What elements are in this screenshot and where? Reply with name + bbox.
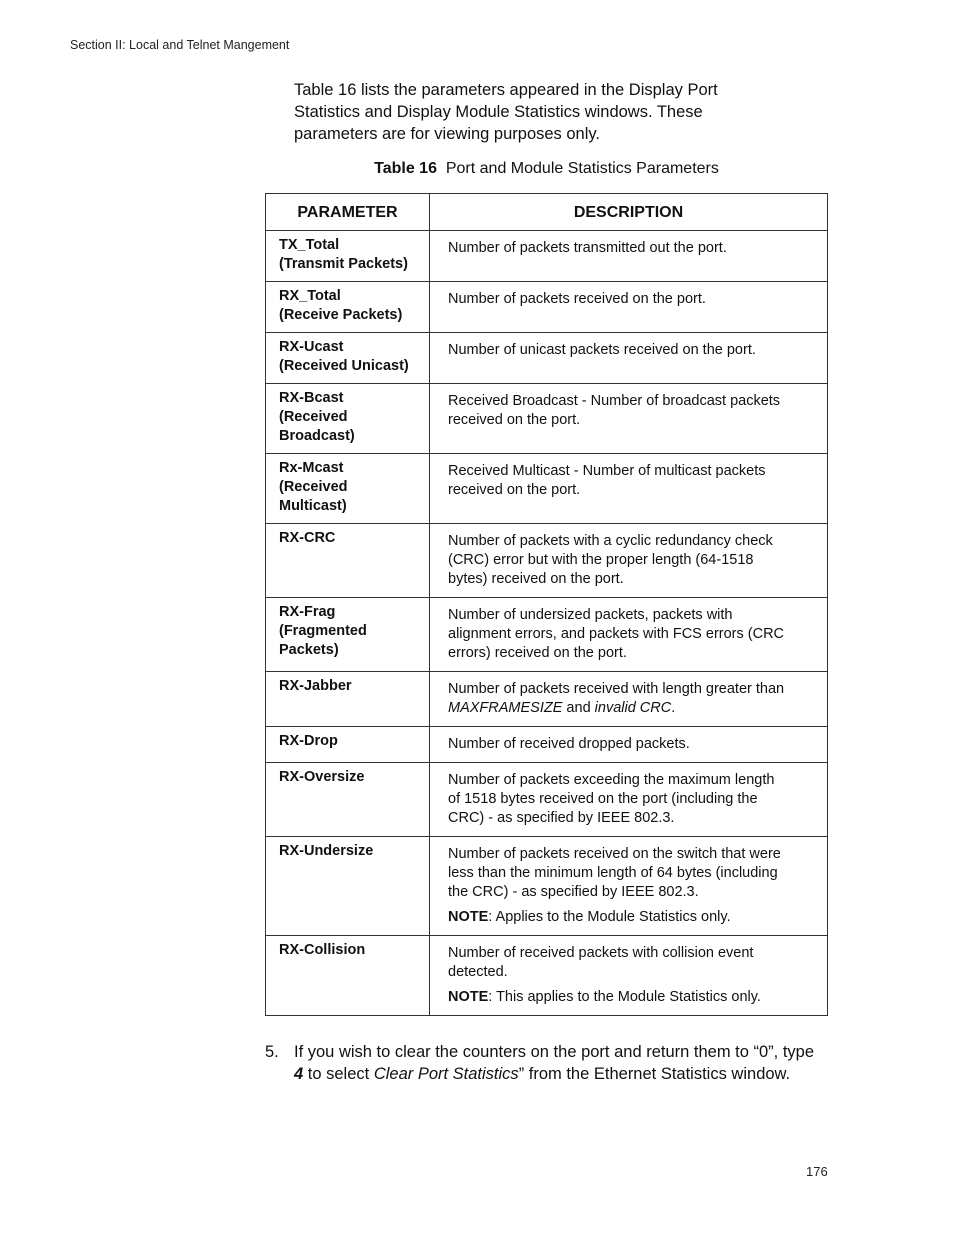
- table-caption: [265, 160, 828, 178]
- step-number: 5.: [265, 1043, 279, 1061]
- param-cell: [266, 727, 430, 763]
- param-cell: [266, 763, 430, 837]
- step-menu-option: Clear Port Statistics: [373, 1065, 519, 1083]
- desc-cell: [430, 598, 828, 672]
- statistics-parameters-table: [265, 193, 828, 1016]
- param-alias: Multicast): [279, 498, 347, 514]
- param-alias: (Received: [279, 479, 348, 495]
- desc-cell: [430, 384, 828, 454]
- param-alias: (Received Unicast): [279, 358, 409, 374]
- desc-line: Number of undersized packets, packets with: [448, 607, 733, 623]
- desc-cell: [430, 727, 828, 763]
- param-name: RX-Frag: [279, 604, 336, 620]
- table-row: [266, 333, 828, 384]
- table-caption-title: Port and Module Statistics Parameters: [445, 160, 719, 177]
- desc-text: .: [671, 700, 676, 716]
- desc-line: Number of packets with a cyclic redundancy check: [448, 533, 773, 549]
- step-text: [294, 1041, 825, 1085]
- desc-line: Number of received dropped packets.: [448, 736, 690, 752]
- param-name: RX-Ucast: [279, 339, 344, 355]
- note-label: NOTE: [448, 989, 489, 1005]
- note-label: NOTE: [448, 909, 489, 925]
- param-alias: (Received: [279, 409, 348, 425]
- table-caption-label: Table 16: [374, 160, 437, 177]
- param-alias: Broadcast): [279, 428, 355, 444]
- param-name: RX-Drop: [279, 733, 338, 749]
- desc-line: alignment errors, and packets with FCS errors (CRC: [448, 626, 785, 642]
- desc-line: Number of packets received on the port.: [448, 291, 706, 307]
- step-text-part: If you wish to clear the counters on the port and return them to “0”, type: [294, 1043, 815, 1061]
- desc-line: Number of packets received on the switch that were: [448, 846, 781, 862]
- table-row: [266, 936, 828, 1016]
- desc-line: Number of packets transmitted out the port.: [448, 240, 727, 256]
- table-row: [266, 672, 828, 727]
- desc-cell: [430, 672, 828, 727]
- param-cell: [266, 672, 430, 727]
- desc-line: Received Broadcast - Number of broadcast packets: [448, 393, 781, 409]
- desc-line: Number of unicast packets received on the port.: [448, 342, 756, 358]
- param-name: RX-CRC: [279, 530, 336, 546]
- desc-line: detected.: [448, 964, 508, 980]
- desc-line: received on the port.: [448, 482, 581, 498]
- desc-emphasis: invalid CRC: [594, 700, 672, 716]
- table-row: [266, 727, 828, 763]
- step-key: 4: [294, 1065, 304, 1083]
- desc-cell: [430, 837, 828, 936]
- table-row: [266, 837, 828, 936]
- table-row: [266, 763, 828, 837]
- param-cell: [266, 936, 430, 1016]
- desc-line: CRC) - as specified by IEEE 802.3.: [448, 810, 675, 826]
- table-header-row: [266, 194, 828, 231]
- desc-line: Number of received packets with collision event: [448, 945, 754, 961]
- param-name: TX_Total: [279, 237, 340, 253]
- param-cell: [266, 598, 430, 672]
- table-row: [266, 231, 828, 282]
- desc-cell: [430, 763, 828, 837]
- desc-note: [448, 908, 821, 927]
- desc-cell: [430, 454, 828, 524]
- step-text-part: to select: [303, 1065, 374, 1083]
- param-name: RX-Jabber: [279, 678, 352, 694]
- param-name: Rx-Mcast: [279, 460, 344, 476]
- desc-line: [448, 699, 821, 718]
- desc-line: received on the port.: [448, 412, 581, 428]
- desc-cell: [430, 936, 828, 1016]
- param-alias: (Transmit Packets): [279, 256, 408, 272]
- desc-note: [448, 988, 821, 1007]
- param-name: RX-Oversize: [279, 769, 365, 785]
- desc-line: bytes) received on the port.: [448, 571, 624, 587]
- desc-line: of 1518 bytes received on the port (including the: [448, 791, 758, 807]
- desc-cell: [430, 231, 828, 282]
- page-number: 176: [806, 1164, 828, 1179]
- note-text: : This applies to the Module Statistics only.: [488, 989, 761, 1005]
- param-cell: [266, 454, 430, 524]
- numbered-step: [265, 1041, 825, 1085]
- header-parameter: PARAMETER: [266, 194, 430, 231]
- step-text-part: ” from the Ethernet Statistics window.: [518, 1065, 791, 1083]
- param-cell: [266, 231, 430, 282]
- desc-cell: [430, 333, 828, 384]
- desc-line: the CRC) - as specified by IEEE 802.3.: [448, 884, 699, 900]
- desc-line: Number of packets exceeding the maximum length: [448, 772, 775, 788]
- param-cell: [266, 524, 430, 598]
- param-name: RX-Undersize: [279, 843, 374, 859]
- desc-cell: [430, 524, 828, 598]
- table-row: [266, 282, 828, 333]
- desc-cell: [430, 282, 828, 333]
- desc-emphasis: MAXFRAMESIZE: [448, 700, 563, 716]
- desc-line: Number of packets received with length greater than: [448, 681, 785, 697]
- table-row: [266, 524, 828, 598]
- param-name: RX-Collision: [279, 942, 366, 958]
- param-name: RX_Total: [279, 288, 341, 304]
- param-cell: [266, 384, 430, 454]
- param-name: RX-Bcast: [279, 390, 344, 406]
- desc-line: less than the minimum length of 64 bytes (including: [448, 865, 778, 881]
- note-text: : Applies to the Module Statistics only.: [488, 909, 731, 925]
- param-alias: (Receive Packets): [279, 307, 403, 323]
- param-alias: (Fragmented: [279, 623, 367, 639]
- desc-line: Received Multicast - Number of multicast packets: [448, 463, 766, 479]
- header-description: DESCRIPTION: [430, 194, 828, 231]
- param-alias: Packets): [279, 642, 339, 658]
- param-cell: [266, 282, 430, 333]
- table-row: [266, 384, 828, 454]
- table-row: [266, 598, 828, 672]
- param-cell: [266, 333, 430, 384]
- desc-text: and: [562, 700, 595, 716]
- table-row: [266, 454, 828, 524]
- intro-paragraph: Table 16 lists the parameters appeared in the Display Port Statistics and Display Module Statistics windows. These parameters are for viewing purposes only.: [294, 81, 718, 143]
- param-cell: [266, 837, 430, 936]
- running-header: Section II: Local and Telnet Mangement: [70, 38, 290, 52]
- desc-line: errors) received on the port.: [448, 645, 627, 661]
- desc-line: (CRC) error but with the proper length (64-1518: [448, 552, 754, 568]
